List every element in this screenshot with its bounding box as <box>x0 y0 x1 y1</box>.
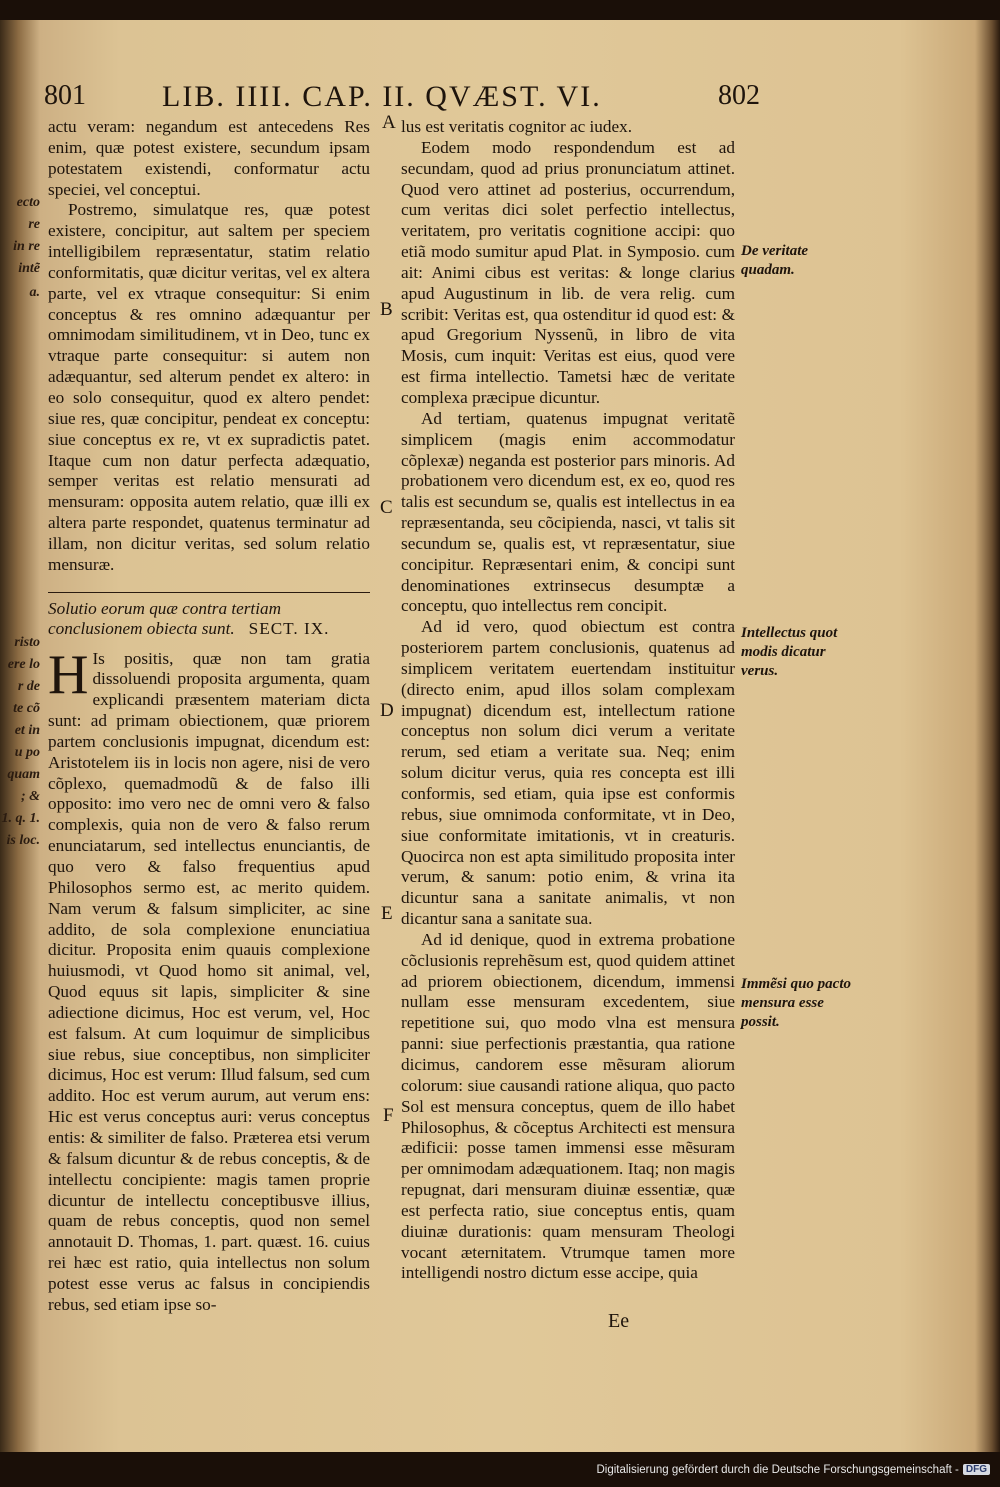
left-column <box>48 117 370 1316</box>
drop-capital: H <box>48 643 89 706</box>
page-number-right: 802 <box>718 80 760 111</box>
right-column <box>401 117 735 1284</box>
paragraph: Ad id denique, quod in extrema probatione cõclusionis reprehẽsum est, quod quidem attinet ad priorem obiectionem, dicendum, immensi nullam esse mensuram excedentem, siue repetitione sui, quo modo vlna est mensura panni: siue perfectionis præstantia, qua ratione dicimus, candorem esse mẽsuram aliorum colorum: siue causandi ratione aliqua, quo pacto Sol est mensura conceptus, quem de illo habet Philosophus, & cõceptus Architecti est mensura ædificii: posse tamen immensi esse mẽsuram per omnimodam adæquationem. Itaq; non magis repugnat, dari mensuram diuinæ essentiæ, quæ est perfecta ratio, siue conceptus entis, quam diuinæ durationis: quam mensuram Theologi vocant æternitatem. Vtrumque tamen more intelligendi nostro dictum esse accipe, quia <box>401 929 735 1283</box>
paragraph: Eodem modo respondendum est ad secundam, quod ad prius pronunciatum attinet. Quod vero attinet ad posterius, occurrendum, cum veritas dici solet perfectio intellectus, veritatem, pro veritatis cognitione accipi: quo etiã modo sumitur apud Plat. in Symposio. cum ait: Animi cibus est veritas: & longe clarius apud Augustinum in lib. de vera relig. cum scribit: Veritas est, qua ostenditur id quod est: & apud Gregorium Nyssenũ, in libro de vita Mosis, cum inquit: Veritas est eius, quod vere est firma intellectio. Tametsi hæc de veritate complexa præcipue dicuntur. <box>401 137 735 407</box>
digitization-footer <box>596 1464 990 1482</box>
signature-mark: Ee <box>608 1310 630 1332</box>
paragraph <box>48 643 370 1316</box>
margin-fragment: is loc. <box>6 833 40 848</box>
section-heading <box>48 592 370 639</box>
margin-note: De veritate quadam. <box>741 243 809 278</box>
margin-fragment: 1. q. 1. <box>1 811 40 826</box>
margin-fragment: ecto <box>16 195 40 210</box>
page-header <box>40 78 760 118</box>
section-label: SECT. IX. <box>248 618 330 638</box>
page-number-left: 801 <box>44 80 86 111</box>
paragraph: actu veram: negandum est antecedens Res enim, quæ potest existere, secundum ipsam potestatem existendi, conformatur actu speciei, vel conceptui. <box>48 117 370 199</box>
section-letter-c: C <box>380 497 393 518</box>
paragraph: Ad tertiam, quatenus impugnat veritatẽ simplicem (magis enim accommodatur cõplexæ) neganda est posterior pars minoris. Ad probationem vero dicendum est, ex eo, quod res talis est secundum se, qualis est intellectus in ea repræsentanda, seu cõcipienda, nasci, vt talis sit secundum se, qualis est, vt repræsentatur, siue concipitur. Repræsentari enim, & concipi sunt denominationes extrinsecus desumptæ a conceptu, quo intellectus rem concipit. <box>401 408 735 616</box>
section-letter-b: B <box>380 299 393 320</box>
paragraph-text: Is positis, quæ non tam gratia dissoluendi proposita argumenta, quam explicandi præsentem materiam dicta sunt: ad primam obiectionem, quæ priorem partem conclusionis impugnat, dicendum est: Aristotelem iis in locis non agere, nisi de vero cõplexo, quemadmodũ & de falso illi opposito: imo vero nec de omni vero & falso complexis, quia non de vero & falso rerum enunciatarum, sed intellectus enunciantis, de quo vero & falso frequentius apud Philosophos sermo est, ac merito quidem. Nam verum & falsum simpliciter, ac sine addito, de sola complexione enunciatiua dicitur. Proposita enim quauis complexione huiusmodi, vt Quod homo sit animal, vel, Quod equus sit lapis, simpliciter & sine adiectione dicimus, Hoc est verum, vel, Hoc est falsum. At cum loquimur de simplicibus siue rebus, siue conceptibus, non simpliciter dicimus, Hoc est verum: Illud falsum, sed cum addito. Hoc est verum aurum, aut verum ens: Hic est verus conceptus auri: verus conceptus entis: & similiter de falso. Præterea etsi verum & falsum dicuntur & de rebus conceptis, & de intellectu concipiente: magis tamen proprie dicuntur de intellectu conceptibusve illius, quam de rebus conceptis, quod non semel annotauit D. Thomas, 1. part. quæst. 16. cuius rei hæc est ratio, quia intellectus non solum potest esse verus ac falsus in concipiendis rebus, sed etiam ipse so- <box>48 648 370 1314</box>
margin-fragment: risto <box>14 635 40 650</box>
footer-text: Digitalisierung gefördert durch die Deutsche Forschungsgemeinschaft - <box>596 1464 959 1476</box>
margin-fragment: a. <box>29 285 40 300</box>
section-title: Solutio eorum quæ contra tertiam conclusionem obiecta sunt. <box>48 598 281 638</box>
margin-fragment: r de <box>17 679 40 694</box>
section-letter-a: A <box>382 112 396 133</box>
margin-fragment: re <box>28 217 40 232</box>
section-letter-d: D <box>380 700 394 721</box>
margin-note: Immẽsi quo pacto mensura esse possit. <box>741 976 852 1030</box>
margin-fragment: te cõ <box>13 701 40 716</box>
margin-fragment: u po <box>14 745 40 760</box>
margin-fragment: et in <box>14 723 40 738</box>
running-title: LIB. IIII. CAP. II. QVÆST. VI. <box>162 80 602 113</box>
margin-fragment: ere lo <box>7 657 40 672</box>
paragraph: Ad id vero, quod obiectum est contra posteriorem partem conclusionis, quatenus ad simplicem veritatem euertendam instituitur (directo enim, apud illos solam complexam impugnat) dicendum est, intellectum ratione conceptus non solum dici verum a veritate rerum, sed etiam a veritate sua. Neq; enim solum dicitur verus, quia res concepta est illi conformis, sed etiam, quia ipse est conformis rebus, siue omnimoda conformitate, vt in Deo, siue conformitate imitationis, vt in creaturis. Quocirca non est apta similitudo proposita inter verum, & sanum: potio enim, & vrina ita dicuntur sana a sanitate animalis, vt non dicantur sana a sanitate sua. <box>401 617 735 929</box>
margin-fragment: ; & <box>20 789 40 804</box>
section-letter-e: E <box>381 903 393 924</box>
paragraph: Postremo, simulatque res, quæ potest existere, concipitur, aut saltem per speciem intelligibilem repræsentatur, statim relatio conformitatis, quæ dicitur veritas, vel ex altera parte, vel ex vtraque consequitur: Si enim conceptus & res omnino adæquantur per omnimodam similitudinem, vt in Deo, tunc ex vtraque parte consequitur: si autem non adæquantur, sed alterum pendet ex altero: in eo solo consequitur, quod ex altero pendet: siue res, quæ concipitur, pendeat ex conceptu: siue conceptus ex re, vt ex supradictis patet. Itaque cum non datur perfecta adæquatio, semper veritas est relatio mensurati ad mensuram: opposita autem relatio, quæ illi ex altera parte respondet, quatenus terminatur ad illam, non dicitur veritas, sed solum relatio mensuræ. <box>48 200 370 574</box>
margin-fragment: intẽ <box>18 261 40 276</box>
book-page <box>0 20 1000 1452</box>
margin-fragment: quam <box>7 767 40 782</box>
margin-note: Intellectus quot modis dicatur verus. <box>741 625 838 679</box>
margin-fragment: in re <box>13 239 40 254</box>
paragraph: lus est veritatis cognitor ac iudex. <box>401 117 633 136</box>
section-letter-f: F <box>383 1105 394 1126</box>
dfg-logo: DFG <box>963 1464 990 1475</box>
